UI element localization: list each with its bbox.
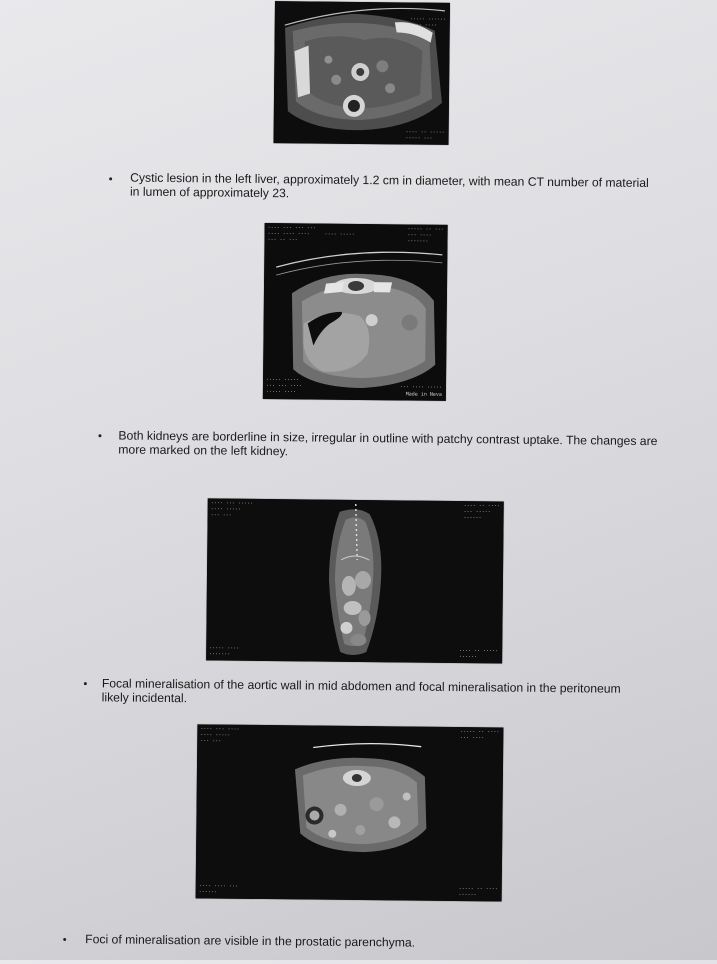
bullet-1 [109, 177, 112, 180]
ct-image-3-graphic [206, 498, 504, 663]
bullet-3 [84, 682, 87, 685]
finding-3-text: Focal mineralisation of the aortic wall in mid abdomen and focal mineralisation in the peritoneum likely incidental. [101, 676, 621, 706]
ct-image-2-overlay-top-right: ····· ·· ··· ··· ···· ······· [407, 226, 444, 245]
finding-4-text: Foci of mineralisation are visible in the prostatic parenchyma. [85, 932, 416, 950]
ct-image-4-graphic [196, 724, 504, 901]
ct-image-4-overlay-top-right: ····· ·· ···· ··· ···· [460, 729, 500, 742]
ct-image-2-overlay-top-center: ···· ····· [324, 231, 355, 238]
ct-image-3-overlay-top-left: ···· ··· ····· ···· ····· ··· ··· [210, 500, 253, 519]
ct-image-4-overlay-top-left: ···· ··· ···· ···· ····· ··· ··· [200, 726, 240, 745]
ct-image-2-overlay-bottom-right-1: ··· ···· ····· [399, 384, 443, 391]
ct-image-3-overlay-bottom-left: ····· ···· ······· [209, 645, 240, 658]
ct-image-1-overlay-top: ····· ······ ···· ···· [409, 16, 446, 29]
ct-image-2-graphic [263, 223, 448, 401]
ct-image-4-overlay-bottom-left: ···· ···· ··· ······ [198, 883, 238, 896]
finding-1-text: Cystic lesion in the left liver, approximately 1.2 cm in diameter, with mean CT number of material in lumen of approximately 23. [129, 170, 649, 201]
ct-image-4 [196, 724, 504, 901]
bullet-2 [98, 434, 101, 437]
bullet-4 [63, 938, 66, 941]
ct-image-2-overlay-made-in: Made in Neva [405, 391, 442, 398]
ct-image-2-overlay-bottom-left: ····· ····· ··· ··· ···· ····· ···· [265, 377, 303, 396]
ct-image-2-overlay-top-left: ···· ··· ··· ··· ···· ···· ···· ··· ·· ··· [267, 225, 316, 244]
finding-2-text: Both kidneys are borderline in size, irregular in outline with patchy contrast uptake. The changes are more marked on the left kidney. [118, 428, 658, 459]
ct-image-1-overlay-bottom: ···· ·· ····· ····· ··· [405, 129, 445, 142]
ct-image-3 [206, 498, 504, 663]
ct-image-2 [263, 223, 448, 401]
ct-image-4-overlay-bottom-right: ····· ·· ···· ······ [458, 886, 498, 899]
ct-image-3-overlay-bottom-right: ···· ·· ····· ······ [458, 648, 499, 661]
ct-image-1 [274, 1, 450, 145]
ct-image-3-overlay-top-right: ···· ·· ···· ··· ····· ······ [463, 503, 500, 522]
